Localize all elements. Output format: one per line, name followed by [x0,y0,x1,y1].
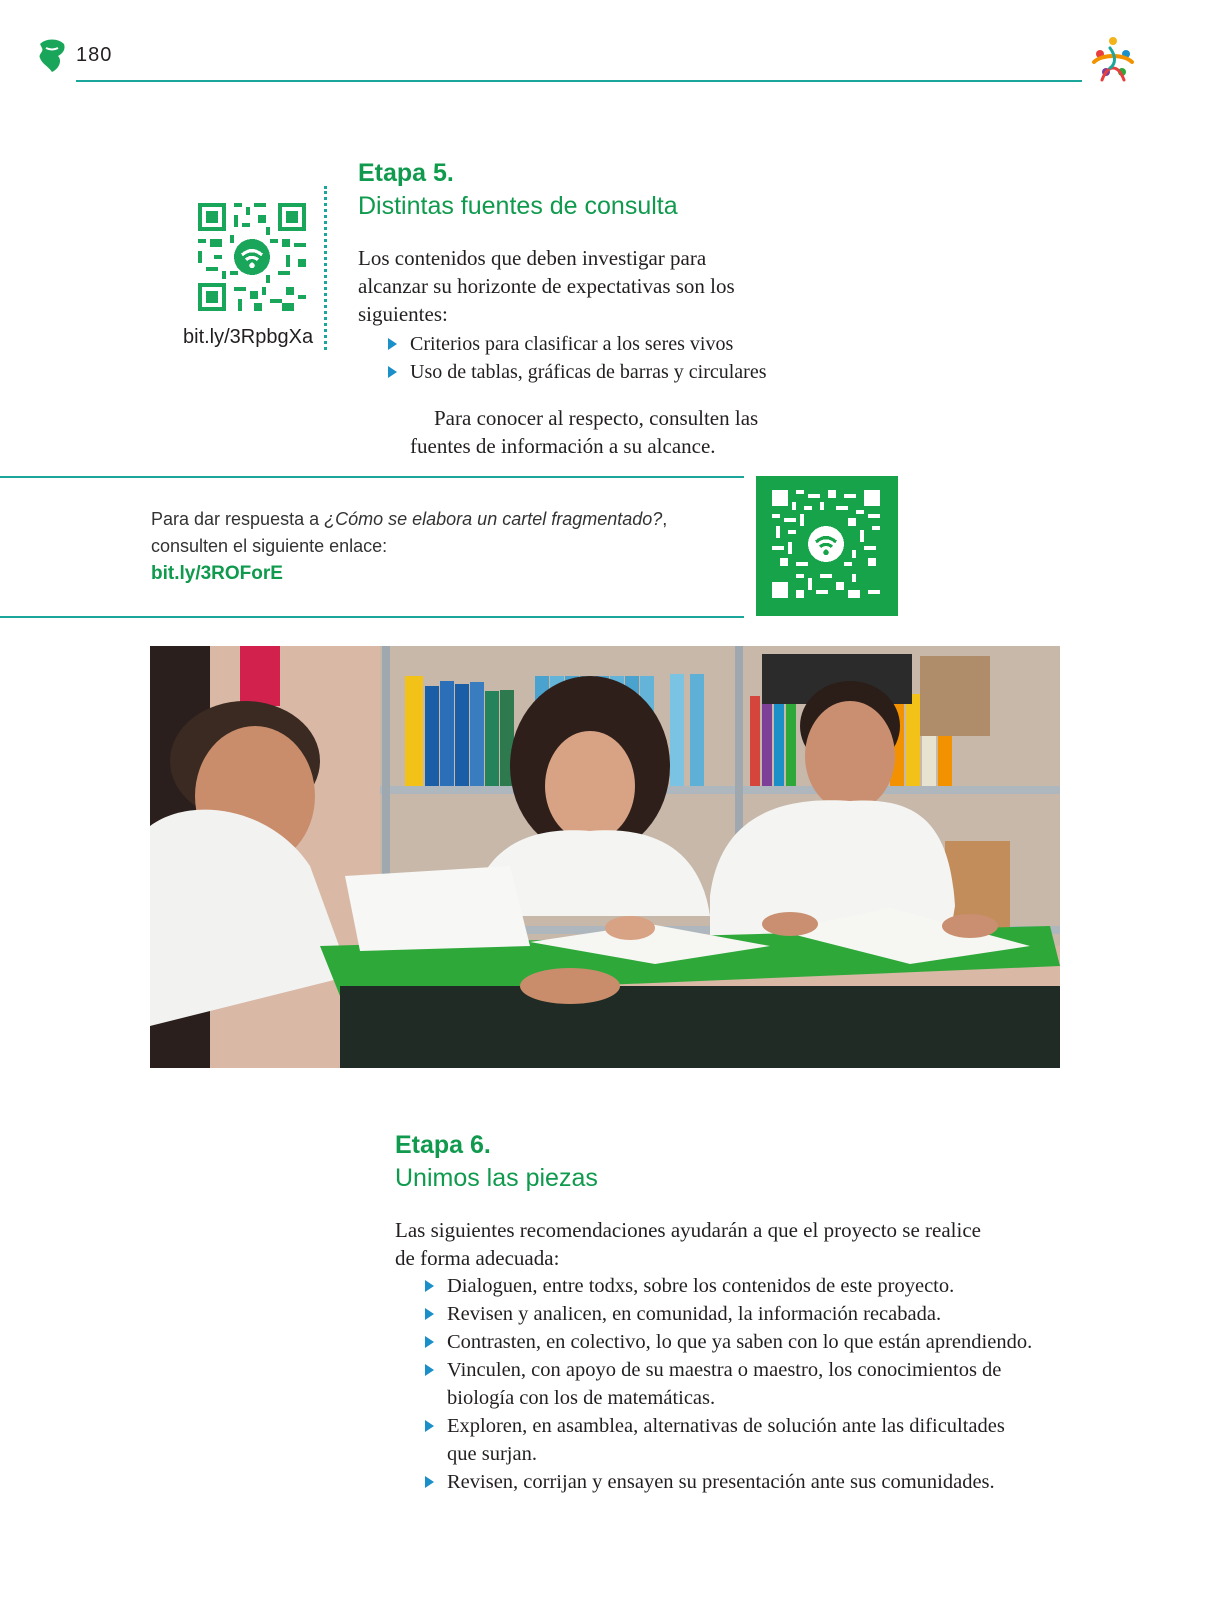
stage5-title: Etapa 5. [358,159,454,187]
link-box-question: ¿Cómo se elabora un cartel fragmentado? [324,509,663,529]
list-item-text: Revisen y analicen, en comunidad, la información recabada. [447,1303,942,1325]
list-item-text: Dialoguen, entre todxs, sobre los contenidos de este proyecto. [447,1275,955,1297]
triangle-bullet-icon [388,366,397,378]
stage6-bullet-list [421,1272,1081,1496]
link-box-url[interactable]: bit.ly/3ROForE [151,563,283,584]
qr-code-stage5[interactable] [198,203,306,311]
list-item-text: Revisen, corrijan y ensayen su presentación ante sus comunidades. [447,1471,995,1493]
triangle-bullet-icon [425,1336,434,1348]
list-item-text: que surjan. [447,1443,537,1465]
stage5-bullet-list [384,330,804,386]
list-item [384,330,804,358]
list-item-text: Exploren, en asamblea, alternativas de solución ante las dificultades [447,1415,1005,1437]
stage5-intro [358,244,798,328]
triangle-bullet-icon [425,1280,434,1292]
link-box-text-after: , [662,509,668,529]
stage6-intro-line: de forma adecuada: [395,1246,560,1270]
triangle-bullet-icon [425,1364,434,1376]
list-item [421,1328,1081,1356]
list-item-text: Uso de tablas, gráficas de barras y circulares [410,361,767,383]
link-box-line [151,506,731,533]
list-item-text: Criterios para clasificar a los seres vivos [410,333,734,355]
link-box-text [151,506,731,587]
list-item-text: Contrasten, en colectivo, lo que ya saben con lo que están aprendiendo. [447,1331,1033,1353]
stage5-closing-line: Para conocer al respecto, consulten las [434,406,759,430]
triangle-bullet-icon [425,1476,434,1488]
stage5-intro-line: Los contenidos que deben investigar para [358,246,707,270]
triangle-bullet-icon [425,1420,434,1432]
header-leaf-icon [36,38,68,74]
stage5-intro-line: siguientes: [358,302,448,326]
list-item [421,1412,1081,1468]
triangle-bullet-icon [425,1308,434,1320]
stage6-subtitle: Unimos las piezas [395,1164,598,1192]
list-item [384,358,804,386]
stage5-intro-line: alcanzar su horizonte de expectativas son los [358,274,735,298]
list-item [421,1356,1081,1412]
students-reading-photo [150,646,1060,1068]
stage5-subtitle: Distintas fuentes de consulta [358,192,678,220]
stage6-intro-line: Las siguientes recomendaciones ayudarán a que el proyecto se realice [395,1218,981,1242]
stage5-closing [410,404,830,460]
header-divider [76,80,1082,82]
page-number: 180 [76,44,113,66]
list-item [421,1300,1081,1328]
list-item-text: biología con los de matemáticas. [447,1387,716,1409]
list-item [421,1272,1081,1300]
link-box-line2: consulten el siguiente enlace: [151,536,388,556]
qr-code-linkbox[interactable] [772,490,880,598]
stage5-closing-line: fuentes de información a su alcance. [410,434,716,458]
link-box-text-before: Para dar respuesta a [151,509,325,529]
community-logo-icon [1088,34,1138,84]
stage5-qr-link[interactable]: bit.ly/3RpbgXa [183,326,314,348]
stage6-intro [395,1216,1075,1272]
triangle-bullet-icon [388,338,397,350]
list-item [421,1468,1081,1496]
stage6-title: Etapa 6. [395,1131,491,1159]
qr-divider [324,186,327,350]
list-item-text: Vinculen, con apoyo de su maestra o maestro, los conocimientos de [447,1359,1002,1381]
